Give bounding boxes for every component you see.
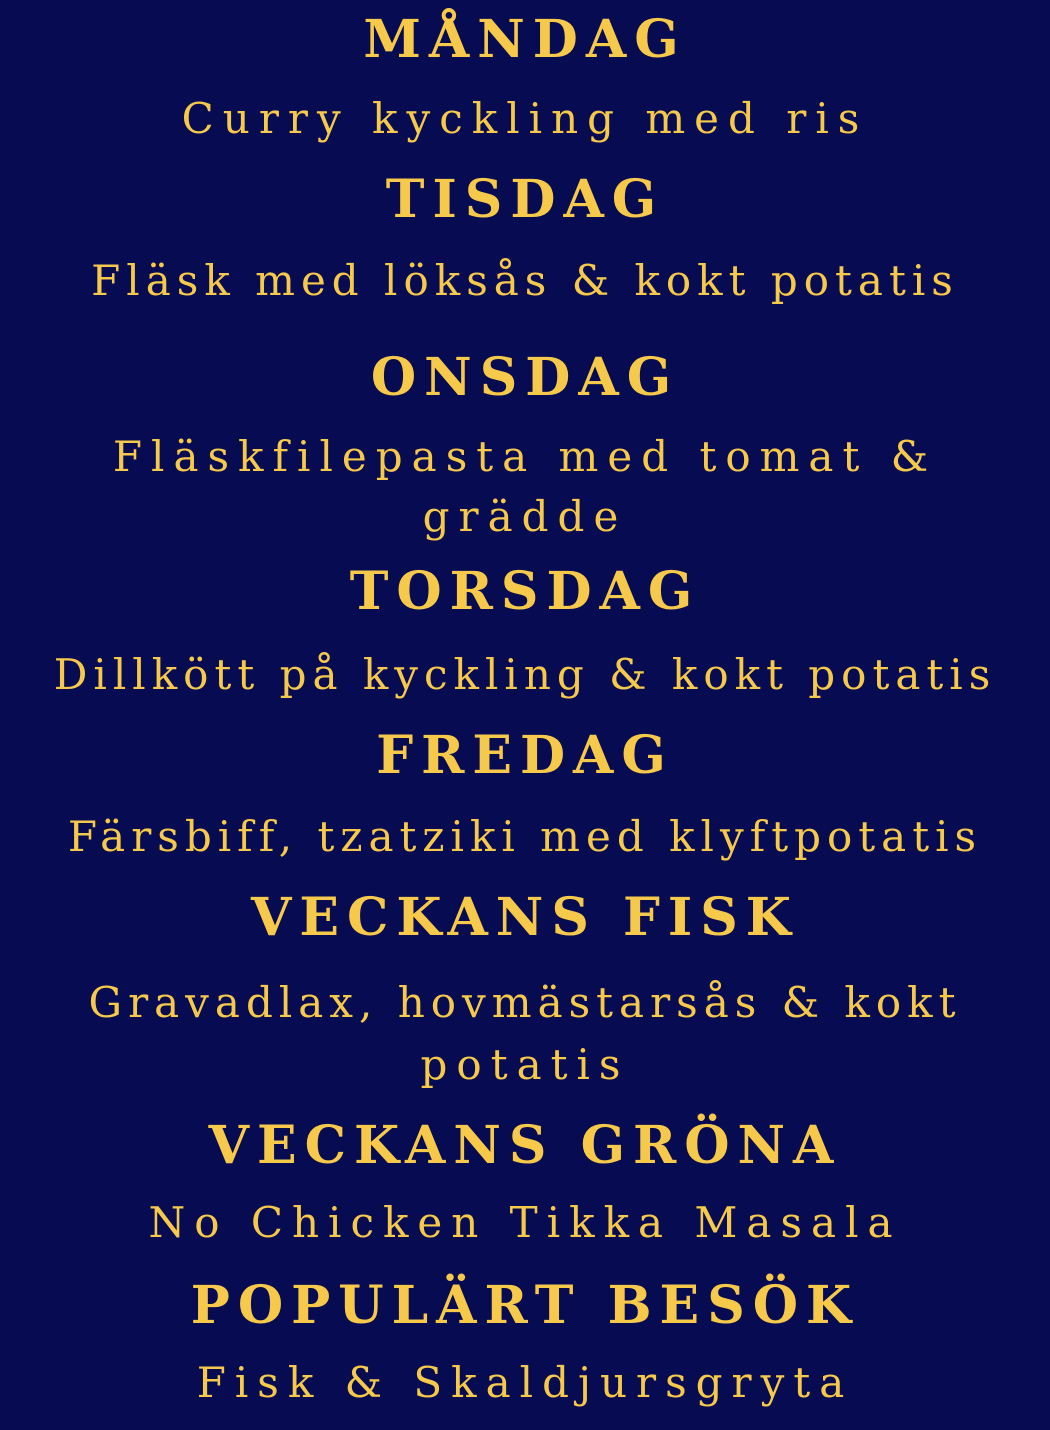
dish-text: Fisk & Skaldjursgryta (196, 1358, 854, 1407)
day-heading: FREDAG (376, 725, 674, 786)
day-heading: TISDAG (385, 169, 665, 230)
day-heading: ONSDAG (370, 347, 680, 408)
dish-text: Fläsk med löksås & kokt potatis (91, 256, 959, 305)
dish-text: Gravadlax, hovmästarsås & kokt (88, 978, 962, 1027)
day-heading: MÅNDAG (363, 9, 687, 70)
dish-text: Curry kyckling med ris (181, 94, 869, 143)
day-heading: TORSDAG (349, 561, 701, 622)
dish-text: potatis (420, 1040, 630, 1089)
day-heading: POPULÄRT BESÖK (190, 1275, 860, 1336)
dish-text: grädde (422, 492, 628, 541)
dish-text: No Chicken Tikka Masala (148, 1198, 902, 1247)
dish-text: Fläskfilepasta med tomat & (112, 432, 938, 481)
dish-text: Färsbiff, tzatziki med klyftpotatis (67, 812, 983, 861)
day-heading: VECKANS FISK (251, 887, 799, 948)
day-heading: VECKANS GRÖNA (208, 1115, 842, 1176)
dish-text: Dillkött på kyckling & kokt potatis (53, 650, 997, 699)
